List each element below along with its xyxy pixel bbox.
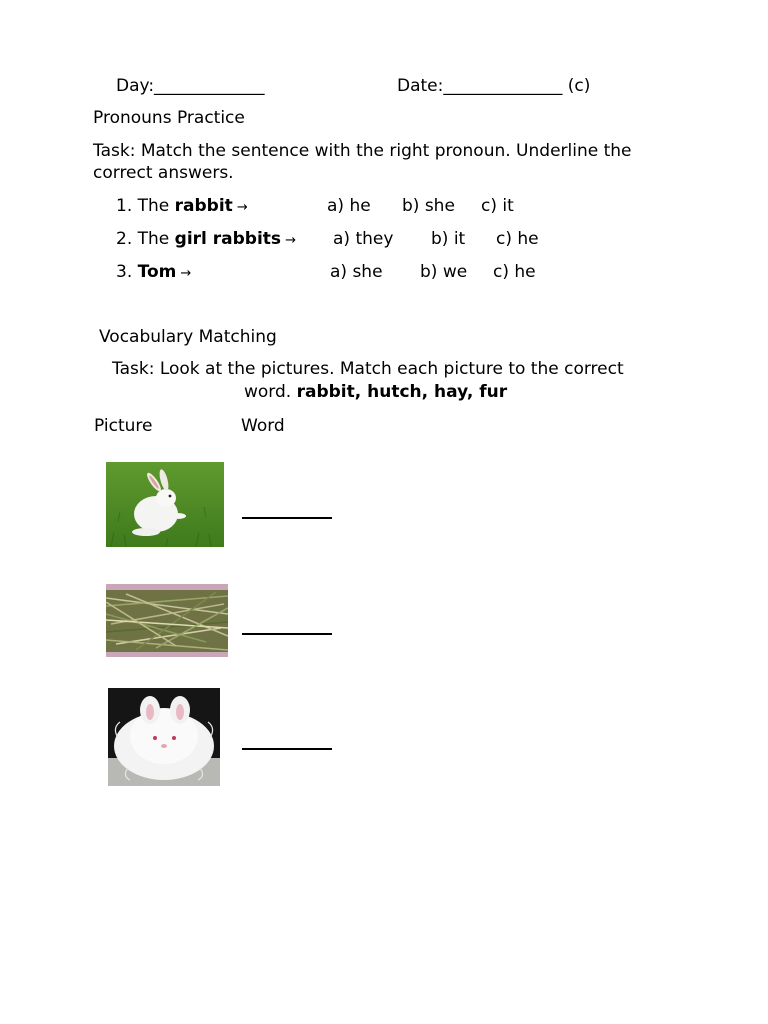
answer-blank-3[interactable]	[242, 748, 332, 750]
vocab-task-cont	[244, 381, 507, 404]
arrow-icon: →	[285, 233, 296, 248]
pronoun-task-cont: correct answers.	[93, 163, 234, 183]
vocab-task-prefix: word.	[244, 382, 292, 402]
arrow-icon: →	[236, 200, 248, 215]
question-subject: girl rabbits	[174, 229, 282, 249]
question-3	[116, 261, 191, 285]
question-number: 2. The	[116, 229, 170, 249]
answer-blank-2[interactable]	[242, 633, 332, 635]
option-c[interactable]: c) he	[493, 262, 536, 282]
option-b[interactable]: b) she	[402, 196, 455, 216]
answer-blank-1[interactable]	[242, 517, 332, 519]
option-a[interactable]: a) they	[333, 229, 394, 249]
option-a[interactable]: a) he	[327, 196, 371, 216]
question-number: 1. The	[116, 196, 170, 216]
hay-picture	[106, 584, 228, 657]
option-c[interactable]: c) he	[496, 229, 539, 249]
vocab-task: Task: Look at the pictures. Match each picture to the correct	[112, 359, 624, 379]
version-label: (c)	[567, 76, 591, 96]
section-title-vocabulary: Vocabulary Matching	[99, 327, 277, 347]
section-title-pronouns: Pronouns Practice	[93, 108, 245, 128]
question-subject: Tom	[137, 262, 177, 282]
word-bank: rabbit, hutch, hay, fur	[296, 382, 508, 402]
date-field	[397, 75, 590, 98]
date-label: Date:______________	[397, 76, 563, 96]
question-number: 3.	[116, 262, 133, 282]
fur-picture	[108, 688, 220, 786]
option-c[interactable]: c) it	[481, 196, 514, 216]
day-field: Day:_____________	[116, 76, 265, 96]
arrow-icon: →	[180, 266, 192, 281]
question-1	[116, 195, 248, 219]
rabbit-picture	[106, 462, 224, 547]
pronoun-task: Task: Match the sentence with the right pronoun. Underline the	[93, 141, 632, 161]
option-b[interactable]: b) we	[420, 262, 468, 282]
question-subject: rabbit	[174, 196, 233, 216]
column-header-picture: Picture	[94, 416, 153, 436]
option-b[interactable]: b) it	[431, 229, 466, 249]
column-header-word: Word	[241, 416, 285, 436]
option-a[interactable]: a) she	[330, 262, 383, 282]
question-2	[116, 228, 296, 252]
